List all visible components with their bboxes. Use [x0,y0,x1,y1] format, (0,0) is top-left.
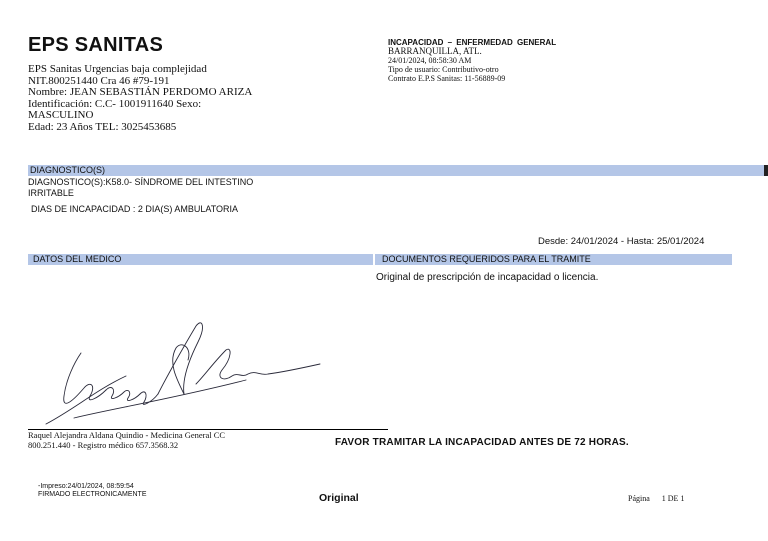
page-number [628,494,684,503]
contract: Contrato E.P.S Sanitas: 11-56889-09 [388,74,506,83]
date-range: Desde: 24/01/2024 - Hasta: 25/01/2024 [538,236,705,247]
diagnostico-text: DIAGNOSTICO(S):K58.0- SÍNDROME DEL INTESTINO IRRITABLE [28,177,254,198]
patient-age: Edad: 23 Años TEL: 3025453685 [28,120,177,133]
documento-requerido: Original de prescripción de incapacidad o licencia. [376,272,599,283]
document-title: EPS SANITAS [28,34,164,56]
patient-info [28,64,268,133]
page-value: 1 DE 1 [661,494,685,503]
city: BARRANQUILLA, ATL. [388,46,482,56]
user-type: Tipo de usuario: Contributivo-otro [388,65,499,74]
diagnostico-bar: DIAGNOSTICO(S) [28,165,766,176]
signed-electronically: FIRMADO ELECTRONICAMENTE [38,491,147,498]
dias-incapacidad: DIAS DE INCAPACIDAD : 2 DIA(S) AMBULATORIA [31,204,239,214]
patient-name: Nombre: JEAN SEBASTIÁN PERDOMO ARIZA [28,86,253,98]
printed-datetime: -Impreso:24/01/2024, 08:59:54 [38,483,134,490]
print-info [38,483,147,499]
page-label: Página [628,494,650,503]
edge-mark [764,165,768,176]
medico-bar: DATOS DEL MEDICO [28,254,373,265]
certificate-header [388,38,556,83]
doctor-info: Raquel Alejandra Aldana Quindio - Medicina General CC 800.251.440 - Registro médico 657.3568.32 [28,430,226,450]
nit-line: NIT.800251440 Cra 46 #79-191 [28,74,170,87]
clinic-line: EPS Sanitas Urgencias baja complejidad [28,63,207,75]
notice: FAVOR TRAMITAR LA INCAPACIDAD ANTES DE 72 HORAS. [335,437,629,448]
patient-id: Identificación: C.C- 1001911640 Sexo: MASCULINO [28,97,202,121]
issue-datetime: 24/01/2024, 08:58:30 AM [388,56,472,65]
signature [36,318,336,438]
certificate-type: INCAPACIDAD – ENFERMEDAD GENERAL [388,38,557,47]
original-label: Original [319,492,359,504]
documentos-bar: DOCUMENTOS REQUERIDOS PARA EL TRAMITE [375,254,732,265]
